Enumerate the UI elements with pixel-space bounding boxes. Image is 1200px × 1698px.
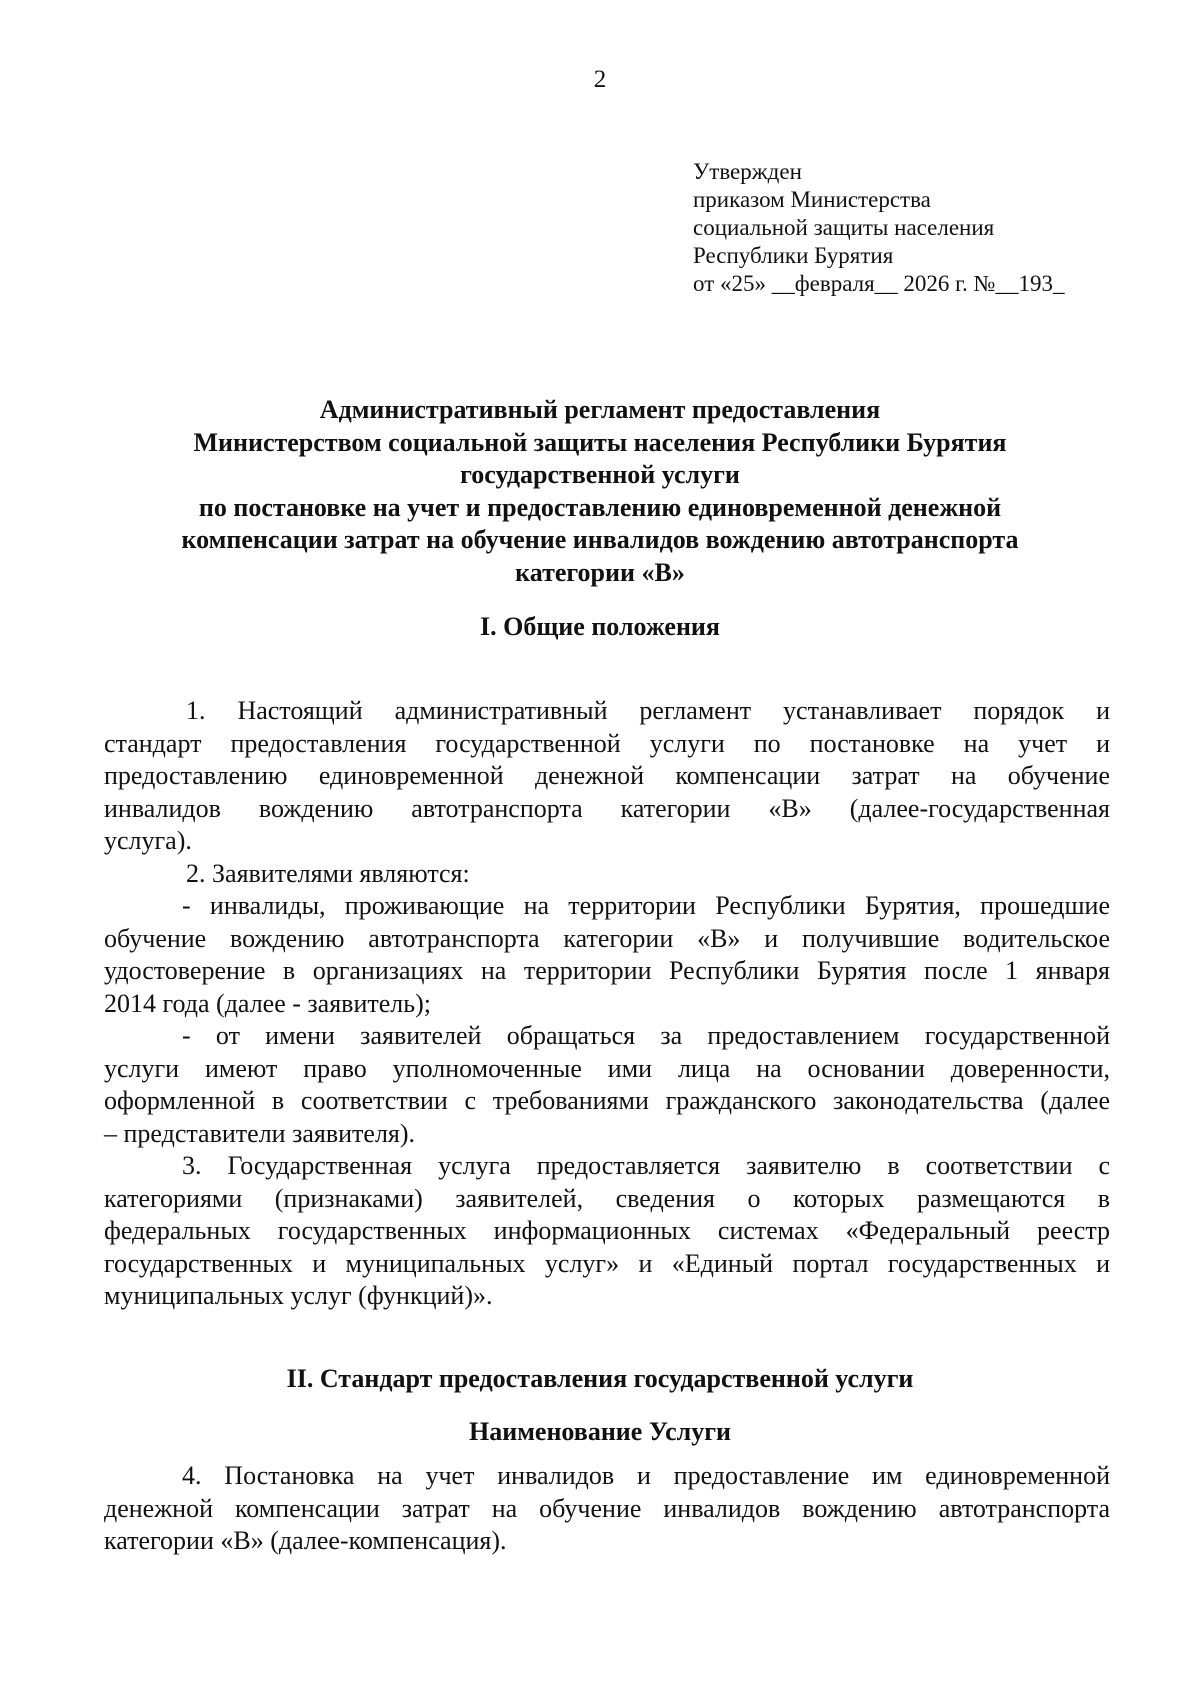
text-line: - инвалиды, проживающие на территории Республики Бурятия, прошедшие — [182, 891, 1110, 920]
title-line: Министерством социальной защиты населения Республики Бурятия — [193, 427, 1007, 457]
paragraph-2 — [104, 858, 1110, 891]
text-line: инвалидов вождению автотранспорта категории «В» (далее-государственная — [104, 793, 1110, 823]
approval-line: Утвержден — [693, 159, 802, 184]
text-line: 3. Государственная услуга предоставляется заявителю в соответствии с — [182, 1151, 1110, 1180]
text-line: - от имени заявителей обращаться за предоставлением государственной — [182, 1021, 1110, 1050]
paragraph-4 — [104, 1020, 1110, 1150]
text-line: обучение вождению автотранспорта категории «В» и получившие водительское — [104, 923, 1110, 953]
text-line: категориями (признаками) заявителей, сведения о которых размещаются в — [104, 1183, 1110, 1213]
text-line: удостоверение в организациях на территории Республики Бурятия после 1 января — [104, 956, 1110, 985]
paragraph-1 — [104, 695, 1110, 858]
approval-line: социальной защиты населения — [693, 215, 995, 240]
paragraph-6 — [104, 1460, 1110, 1558]
section-1-heading: I. Общие положения — [480, 612, 720, 641]
text-line: федеральных государственных информационных системах «Федеральный реестр — [104, 1216, 1110, 1245]
title-line: государственной услуги — [460, 460, 740, 489]
approval-line: от «25» __февраля__ 2026 г. №__193_ — [693, 271, 1065, 296]
title-line: по постановке на учет и предоставлению единовременной денежной — [198, 492, 1002, 522]
text-line: услуга). — [104, 826, 192, 855]
text-line: 2. Заявителями являются: — [186, 858, 470, 888]
paragraph-3 — [104, 890, 1110, 1020]
approval-line: Республики Бурятия — [693, 243, 894, 268]
section-2-body — [104, 1460, 1110, 1558]
text-line: 2014 года (далее - заявитель); — [104, 988, 431, 1018]
approval-block — [693, 158, 1064, 298]
title-line: Административный регламент предоставления — [319, 395, 881, 424]
section-2-heading: II. Стандарт предоставления государственной услуги — [286, 1364, 914, 1393]
paragraph-5 — [104, 1150, 1110, 1313]
text-line: денежной компенсации затрат на обучение инвалидов вождению автотранспорта — [104, 1493, 1110, 1523]
page-number: 2 — [593, 66, 607, 93]
text-line: 1. Настоящий административный регламент устанавливает порядок и — [186, 696, 1110, 725]
approval-line: приказом Министерства — [693, 187, 931, 212]
section-2-subheading: Наименование Услуги — [468, 1417, 732, 1446]
text-line: 4. Постановка на учет инвалидов и предоставление им единовременной — [182, 1461, 1110, 1490]
title-line: категории «В» — [515, 557, 685, 587]
title-line: компенсации затрат на обучение инвалидов вождению автотранспорта — [181, 525, 1019, 554]
text-line: категории «В» (далее-компенсация). — [104, 1526, 507, 1555]
text-line: стандарт предоставления государственной услуги по постановке на учет и — [104, 728, 1110, 758]
text-line: муниципальных услуг (функций)». — [104, 1281, 493, 1310]
document-title — [100, 394, 1100, 589]
text-line: предоставлению единовременной денежной компенсации затрат на обучение — [104, 761, 1110, 790]
text-line: оформленной в соответствии с требованиями гражданского законодательства (далее — [104, 1086, 1110, 1115]
text-line: государственных и муниципальных услуг» и «Единый портал государственных и — [104, 1248, 1110, 1278]
section-1-body — [104, 695, 1110, 1313]
text-line: – представители заявителя). — [104, 1118, 416, 1148]
text-line: услуги имеют право уполномоченные ими лица на основании доверенности, — [104, 1053, 1110, 1083]
